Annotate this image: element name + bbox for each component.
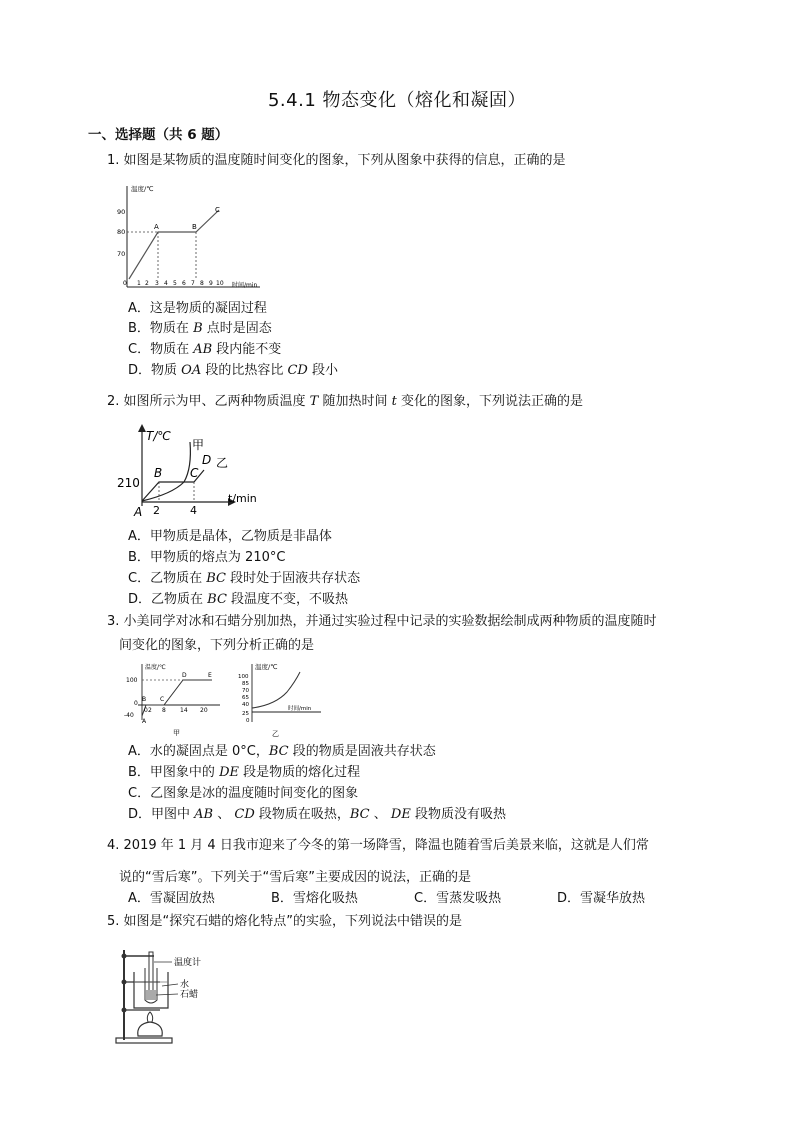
q2-option-b[interactable]: B．甲物质的熔点为 210°C	[128, 550, 286, 565]
svg-text:14: 14	[180, 707, 188, 714]
svg-text:D: D	[182, 672, 187, 679]
svg-text:B: B	[142, 696, 147, 703]
q2-y-axis-label: T/℃	[146, 429, 171, 443]
q1-x-axis-label: 时间/min	[232, 282, 258, 289]
svg-text:A: A	[142, 718, 147, 725]
question-4-stem-line2: 说的“雪后寒”。下列关于“雪后寒”主要成因的说法，正确的是	[119, 870, 471, 885]
q1-option-d[interactable]: D．物质 OA 段的比热容比 CD 段小	[128, 363, 338, 378]
q5-label-thermometer: 温度计	[174, 958, 202, 968]
svg-text:0: 0	[134, 700, 138, 707]
q1-y-tick: 90	[117, 208, 126, 216]
q4-option-d[interactable]: D．雪凝华放热	[557, 891, 646, 906]
q4-option-c[interactable]: C．雪蒸发吸热	[414, 891, 502, 906]
question-4-stem-line1: 4. 2019 年 1 月 4 日我市迎来了今冬的第一场降雪，降温也随着雪后美景来临，这就是人们常	[107, 838, 649, 853]
q2-y-tick: 210	[117, 476, 140, 490]
q3-option-c[interactable]: C．乙图象是冰的温度随时间变化的图象	[128, 786, 359, 801]
q1-x-tick: 5	[173, 280, 177, 287]
q2-curve-label: 甲	[192, 438, 205, 452]
q3-option-b[interactable]: B．甲图象中的 DE 段是物质的熔化过程	[128, 765, 361, 780]
svg-text:0: 0	[246, 718, 250, 724]
section-heading: 一、选择题（共 6 题）	[88, 127, 229, 143]
svg-text:70: 70	[242, 688, 249, 694]
q3-yi-caption: 乙	[272, 730, 279, 738]
svg-text:0: 0	[144, 707, 148, 714]
q1-figure	[112, 180, 272, 292]
q1-x-tick: 10	[216, 280, 224, 287]
q1-x-tick: 7	[191, 280, 195, 287]
svg-text:-40: -40	[124, 712, 134, 719]
svg-text:40: 40	[242, 702, 249, 708]
q1-x-tick: 0	[123, 280, 127, 287]
question-3-stem-line1: 3. 小美同学对冰和石蜡分别加热，并通过实验过程中记录的实验数据绘制成两种物质的温度随时	[107, 614, 657, 629]
q2-option-d[interactable]: D．乙物质在 BC 段温度不变，不吸热	[128, 592, 349, 607]
q3-option-d[interactable]: D．甲图中 AB 、 CD 段物质在吸热，BC 、 DE 段物质没有吸热	[128, 807, 506, 822]
q2-figure	[112, 420, 287, 520]
q1-x-tick: 8	[200, 280, 204, 287]
q3-option-a[interactable]: A．水的凝固点是 0°C，BC 段的物质是固液共存状态	[128, 744, 436, 759]
q2-curve-label: 乙	[216, 456, 229, 470]
q1-x-tick: 4	[164, 280, 168, 287]
svg-text:20: 20	[200, 707, 208, 714]
question-3-stem-line2: 间变化的图象，下列分析正确的是	[119, 638, 315, 653]
q1-x-tick: 3	[155, 280, 159, 287]
svg-text:85: 85	[242, 681, 249, 687]
q3-figure-jia	[120, 660, 225, 738]
q2-point-label: D	[202, 453, 212, 467]
q5-label-water: 水	[180, 980, 190, 990]
svg-text:100: 100	[126, 677, 138, 684]
q1-x-tick: 2	[145, 280, 149, 287]
q1-y-axis-label: 温度/℃	[131, 185, 154, 193]
q3-yi-x-label: 时间/min	[288, 706, 312, 712]
q2-x-tick: 4	[190, 504, 197, 517]
q1-point-label: C	[215, 206, 220, 214]
q1-point-label: B	[192, 223, 197, 231]
q5-label-wax: 石蜡	[180, 990, 199, 1000]
q2-point-label: A	[134, 505, 143, 519]
q1-point-label: A	[154, 223, 159, 231]
svg-text:2: 2	[148, 707, 152, 714]
q3-jia-y-label: 温度/℃	[145, 664, 166, 671]
q2-option-c[interactable]: C．乙物质在 BC 段时处于固液共存状态	[128, 571, 361, 586]
q2-x-tick: 2	[153, 504, 160, 517]
q2-point-label: C	[190, 466, 199, 480]
q2-option-a[interactable]: A．甲物质是晶体，乙物质是非晶体	[128, 529, 332, 544]
q2-x-axis-label: t/min	[228, 492, 257, 505]
svg-text:65: 65	[242, 695, 249, 701]
q1-y-tick: 80	[117, 228, 126, 236]
svg-text:8: 8	[162, 707, 166, 714]
question-2-stem: 2. 如图所示为甲、乙两种物质温度 T 随加热时间 t 变化的图象，下列说法正确的是	[107, 394, 583, 409]
svg-text:C: C	[160, 696, 165, 703]
question-5-stem: 5. 如图是“探究石蜡的熔化特点”的实验，下列说法中错误的是	[107, 914, 463, 929]
q3-jia-caption: 甲	[173, 729, 180, 737]
q1-x-tick: 9	[209, 280, 213, 287]
q5-apparatus-figure	[112, 942, 222, 1047]
q1-option-a[interactable]: A．这是物质的凝固过程	[128, 301, 267, 316]
q1-x-tick: 6	[182, 280, 186, 287]
q1-option-c[interactable]: C．物质在 AB 段内能不变	[128, 342, 282, 357]
svg-text:E: E	[208, 672, 212, 679]
page-title: 5.4.1 物态变化（熔化和凝固）	[267, 90, 527, 111]
q3-figure-yi	[235, 660, 325, 740]
question-1-stem: 1. 如图是某物质的温度随时间变化的图象，下列从图象中获得的信息，正确的是	[107, 153, 566, 168]
q4-option-b[interactable]: B．雪熔化吸热	[271, 891, 358, 906]
q1-y-tick: 70	[117, 250, 126, 258]
q1-option-b[interactable]: B．物质在 B 点时是固态	[128, 321, 272, 336]
q2-point-label: B	[154, 466, 163, 480]
q1-curve	[129, 210, 219, 279]
q4-options	[0, 889, 794, 909]
svg-text:25: 25	[242, 711, 249, 717]
q1-x-ticks	[123, 280, 224, 287]
q1-x-tick: 1	[137, 280, 141, 287]
svg-text:100: 100	[238, 674, 249, 680]
q3-yi-y-label: 温度/℃	[255, 663, 278, 671]
q4-option-a[interactable]: A．雪凝固放热	[128, 891, 215, 906]
